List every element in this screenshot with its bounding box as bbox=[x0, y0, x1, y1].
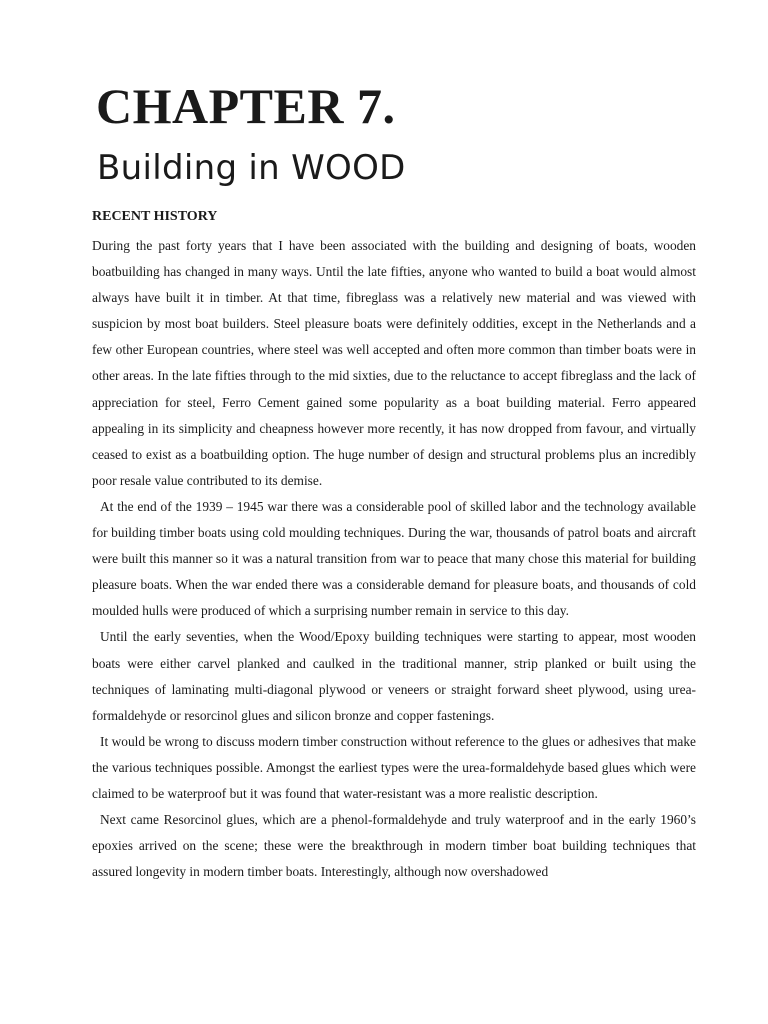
paragraph-2: At the end of the 1939 – 1945 war there was a considerable pool of skilled labor and the technology available for building timber boats using cold moulding techniques. During the war, thousands of patrol boats and aircraft were built this manner so it was a natural transition from war to peace that many chose this material for building pleasure boats. When the war ended there was a considerable demand for pleasure boats, and thousands of cold moulded hulls were produced of which a surprising number remain in service to this day. bbox=[92, 498, 696, 619]
chapter-title: CHAPTER 7. bbox=[96, 78, 396, 134]
paragraph-1: During the past forty years that I have been associated with the building and designing of boats, wooden boatbuilding has changed in many ways. Until the late fifties, anyone who wanted to build a boat would almost always have built it in timber. At that time, fibreglass was a relatively new material and was viewed with suspicion by most boat builders. Steel pleasure boats were definitely oddities, except in the Netherlands and a few other European countries, where steel was well accepted and often more common than timber boats were in other areas. In the late fifties through to the mid sixties, due to the reluctance to accept fibreglass and the lack of appreciation for steel, Ferro Cement gained some popularity as a boat building material. Ferro appeared appealing in its simplicity and cheapness however more recently, it has now dropped from favour, and virtually ceased to exist as a boatbuilding option. The huge number of design and structural problems plus an incredibly poor resale value contributed to its demise. bbox=[92, 238, 696, 488]
paragraph-4: It would be wrong to discuss modern timber construction without reference to the glues or adhesives that make the various techniques possible. Amongst the earliest types were the urea-formaldehyde based glues which were claimed to be waterproof but it was found that water-resistant was a more realistic description. bbox=[92, 733, 696, 801]
chapter-subtitle: Building in WOOD bbox=[97, 148, 406, 188]
section-heading: RECENT HISTORY bbox=[92, 209, 218, 224]
paragraph-5: Next came Resorcinol glues, which are a phenol-formaldehyde and truly waterproof and in the early 1960’s epoxies arrived on the scene; these were the breakthrough in modern timber boat building techniques that assured longevity in modern timber boats. Interestingly, although now overshadowed bbox=[92, 812, 696, 880]
paragraph-3: Until the early seventies, when the Wood/Epoxy building techniques were starting to appear, most wooden boats were either carvel planked and caulked in the traditional manner, strip planked or built using the techniques of laminating multi-diagonal plywood or veneers or straight forward sheet plywood, using urea-formaldehyde or resorcinol glues and silicon bronze and copper fastenings. bbox=[92, 629, 696, 723]
body-text bbox=[92, 233, 696, 885]
